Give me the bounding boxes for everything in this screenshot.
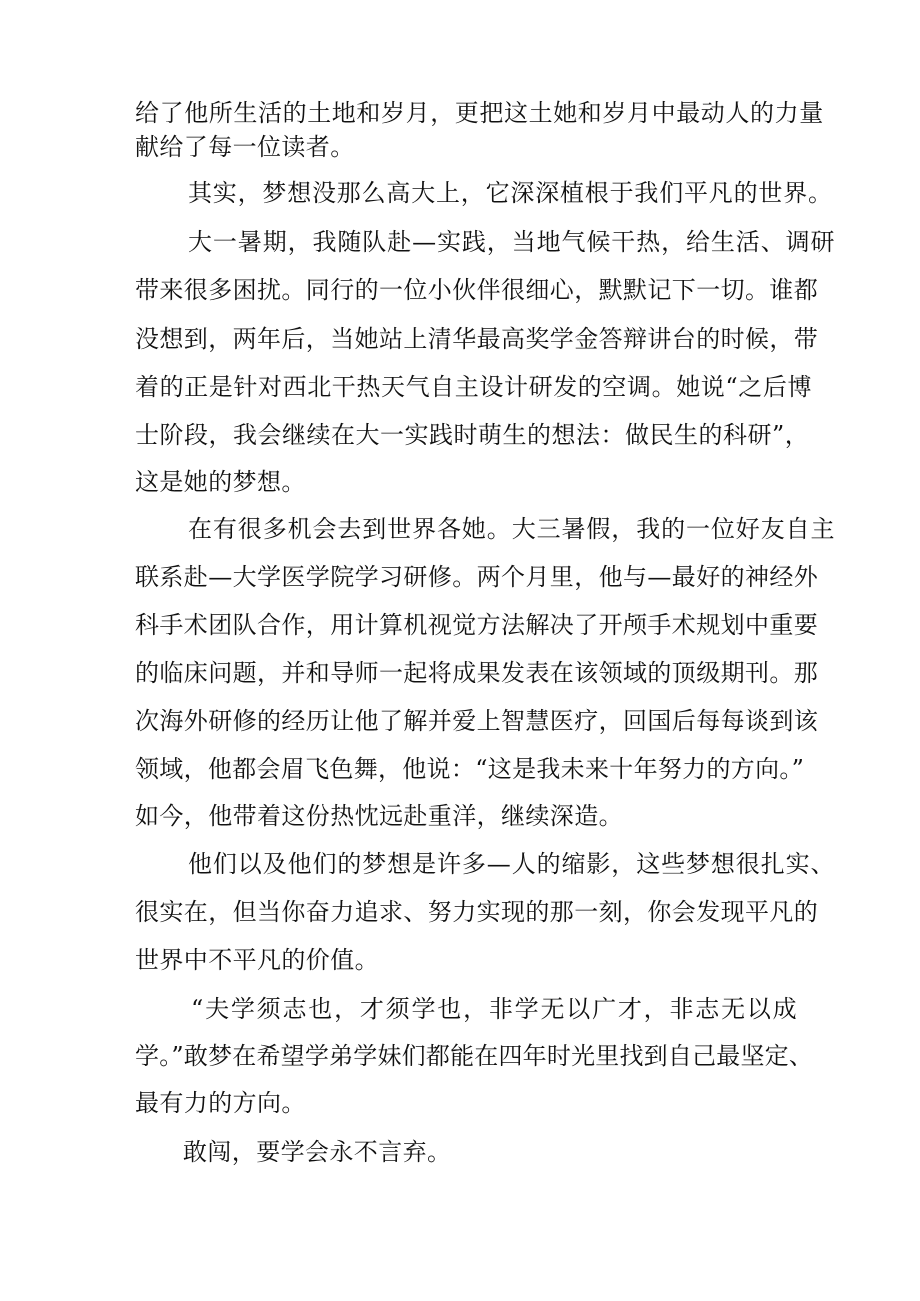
- paragraph-6-line-2: 学。”敢梦在希望学弟学妹们都能在四年时光里找到自己最坚定、: [135, 1042, 814, 1070]
- paragraph-3-line-5: 士阶段，我会继续在大一实践时萌生的想法：做民生的科研”，: [135, 421, 810, 449]
- paragraph-4-line-7: 如今，他带着这份热忱远赴重洋，继续深造。: [135, 802, 623, 830]
- paragraph-5-line-2: 很实在，但当你奋力追求、努力实现的那一刻，你会发现平凡的: [135, 898, 819, 926]
- paragraph-4-line-4: 的临床问题，并和导师一起将成果发表在该领域的顶级期刊。那: [135, 659, 819, 687]
- paragraph-4-line-3: 科手术团队合作，用计算机视觉方法解决了开颅手术规划中重要: [135, 611, 819, 639]
- paragraph-3-line-3: 没想到，两年后，当她站上清华最高奖学金答辩讲台的时候，带: [135, 325, 819, 353]
- paragraph-1-line-2: 献给了每一位读者。: [135, 133, 355, 161]
- paragraph-1-line-1: 给了他所生活的土地和岁月，更把这土她和岁月中最动人的力量: [135, 99, 824, 127]
- paragraph-4-line-1: 在有很多机会去到世界各她。大三暑假，我的一位好友自主: [188, 515, 836, 543]
- paragraph-3-line-4: 着的正是针对西北干热天气自主设计研发的空调。她说“之后博: [135, 373, 813, 401]
- paragraph-5-line-1: 他们以及他们的梦想是许多—人的缩影，这些梦想很扎实、: [188, 850, 836, 878]
- paragraph-3-line-1: 大一暑期，我随队赴—实践，当地气候干热，给生活、调研: [188, 228, 836, 256]
- paragraph-4-line-6: 领域，他都会眉飞色舞，他说：“这是我未来十年努力的方向。”: [135, 755, 805, 783]
- paragraph-4-line-5: 次海外研修的经历让他了解并爱上智慧医疗，回国后每每谈到该: [135, 707, 819, 735]
- paragraph-3-line-6: 这是她的梦想。: [135, 468, 306, 496]
- paragraph-6-line-3: 最有力的方向。: [135, 1089, 306, 1117]
- paragraph-4-line-2: 联系赴—大学医学院学习研修。两个月里，他与—最好的神经外: [135, 563, 819, 591]
- paragraph-6-line-1: “夫学须志也，才须学也，非学无以广才，非志无以成: [191, 995, 799, 1023]
- paragraph-7-line-1: 敢闯，要学会永不言弃。: [183, 1138, 452, 1166]
- paragraph-5-line-3: 世界中不平凡的价值。: [135, 946, 379, 974]
- paragraph-3-line-2: 带来很多困扰。同行的一位小伙伴很细心，默默记下一切。谁都: [135, 276, 819, 304]
- paragraph-2-line-1: 其实，梦想没那么高大上，它深深植根于我们平凡的世界。: [188, 179, 833, 207]
